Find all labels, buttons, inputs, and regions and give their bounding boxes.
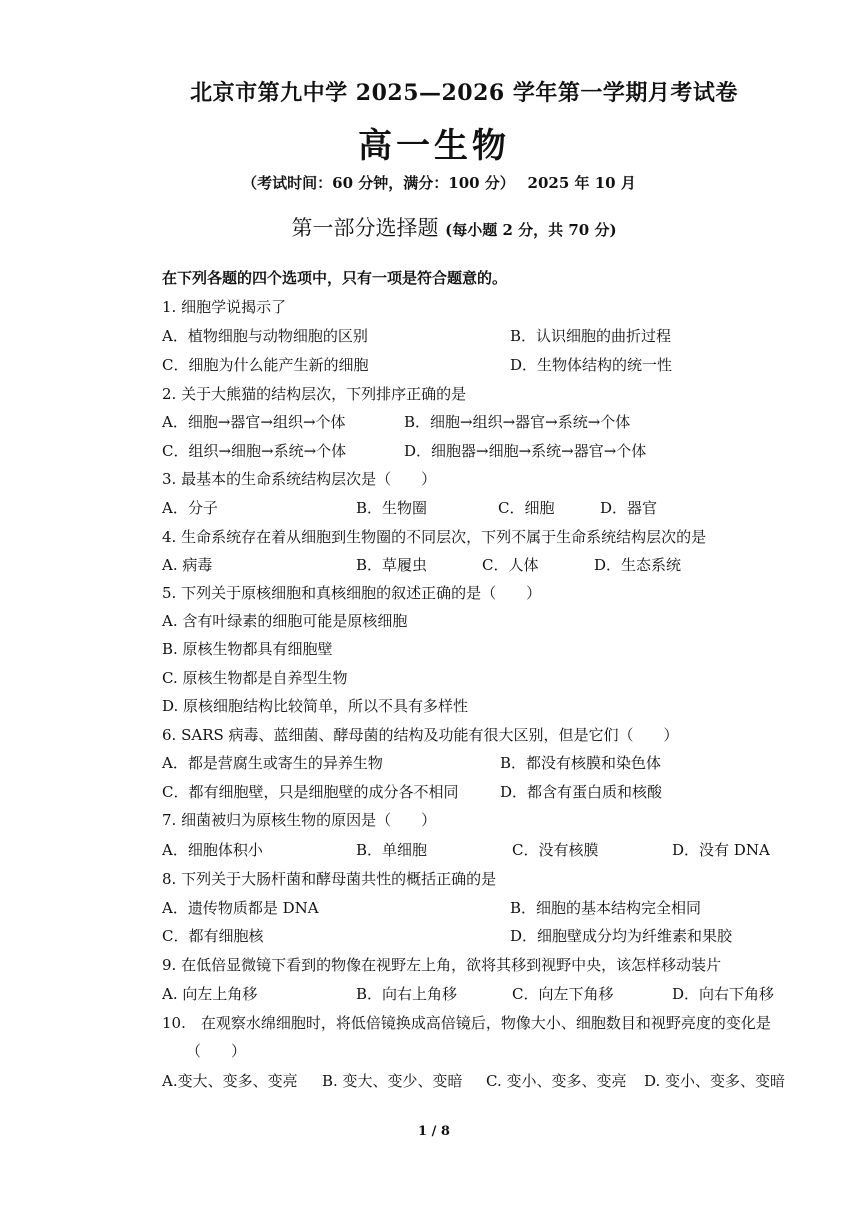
option-b: B．生物圈 xyxy=(356,499,428,517)
option-a: A．植物细胞与动物细胞的区别 xyxy=(162,327,368,345)
question-stem: 6. SARS 病毒、蓝细菌、酵母菌的结构及功能有很大区别，但是它们（ ） xyxy=(162,726,679,744)
option-a: A．遗传物质都是 DNA xyxy=(162,899,319,917)
question-stem: 3. 最基本的生命系统结构层次是（ ） xyxy=(162,470,437,488)
part-title: 第一部分选择题 xyxy=(291,216,439,240)
option-d: D. 变小、变多、变暗 xyxy=(644,1072,786,1090)
option-b: B．细胞的基本结构完全相同 xyxy=(510,899,702,917)
option-d: D．细胞器→细胞→系统→器官→个体 xyxy=(404,442,647,460)
option-d: D．没有 DNA xyxy=(672,841,770,859)
option-a: A. 病毒 xyxy=(162,556,213,574)
option-b: B．细胞→组织→器官→系统→个体 xyxy=(404,413,631,431)
question-stem: 8. 下列关于大肠杆菌和酵母菌共性的概括正确的是 xyxy=(162,870,497,888)
option-d: D. 原核细胞结构比较简单，所以不具有多样性 xyxy=(162,697,469,715)
option-a: A．细胞→器官→组织→个体 xyxy=(162,413,346,431)
question-stem: 5. 下列关于原核细胞和真核细胞的叙述正确的是（ ） xyxy=(162,584,542,602)
option-a: A．细胞体积小 xyxy=(162,841,263,859)
option-d: D．都含有蛋白质和核酸 xyxy=(500,783,663,801)
option-c: C．细胞 xyxy=(498,499,555,517)
option-d: D．器官 xyxy=(600,499,658,517)
option-d: D．生态系统 xyxy=(594,556,682,574)
option-a: A．都是营腐生或寄生的异养生物 xyxy=(162,754,383,772)
page-number: 1 / 8 xyxy=(418,1124,450,1139)
part-heading xyxy=(0,212,868,242)
option-a: A. 向左上角移 xyxy=(162,985,258,1003)
option-c: C．向左下角移 xyxy=(512,985,614,1003)
option-a: A. 含有叶绿素的细胞可能是原核细胞 xyxy=(162,612,408,630)
exam-info: （考试时间：60 分钟，满分：100 分） 2025 年 10 月 xyxy=(242,174,636,192)
part-note: (每小题 2 分，共 70 分) xyxy=(445,221,617,239)
question-stem: 1. 细胞学说揭示了 xyxy=(162,298,287,316)
option-b: B．单细胞 xyxy=(356,841,428,859)
option-b: B. 变大、变少、变暗 xyxy=(322,1072,463,1090)
option-c: C．细胞为什么能产生新的细胞 xyxy=(162,356,369,374)
question-stem-continued: （ ） xyxy=(186,1042,247,1060)
option-c: C．人体 xyxy=(482,556,539,574)
subject-title: 高一生物 xyxy=(358,126,510,166)
option-d: D．细胞壁成分均为纤维素和果胶 xyxy=(510,927,733,945)
option-a: A.变大、变多、变亮 xyxy=(162,1072,298,1090)
option-c: C. 变小、变多、变亮 xyxy=(486,1072,627,1090)
option-b: B．认识细胞的曲折过程 xyxy=(510,327,672,345)
instruction: 在下列各题的四个选项中，只有一项是符合题意的。 xyxy=(162,269,508,287)
question-stem: 10. 在观察水绵细胞时，将低倍镜换成高倍镜后，物像大小、细胞数目和视野亮度的变化是 xyxy=(162,1014,771,1032)
question-stem: 7. 细菌被归为原核生物的原因是（ ） xyxy=(162,811,437,829)
option-b: B．草履虫 xyxy=(356,556,428,574)
option-d: D．生物体结构的统一性 xyxy=(510,356,673,374)
question-stem: 2. 关于大熊猫的结构层次，下列排序正确的是 xyxy=(162,385,467,403)
option-c: C. 原核生物都是自养型生物 xyxy=(162,669,348,687)
option-c: C．都有细胞核 xyxy=(162,927,264,945)
option-b: B. 原核生物都具有细胞壁 xyxy=(162,640,333,658)
option-a: A．分子 xyxy=(162,499,218,517)
question-stem: 4. 生命系统存在着从细胞到生物圈的不同层次，下列不属于生命系统结构层次的是 xyxy=(162,528,707,546)
option-c: C．组织→细胞→系统→个体 xyxy=(162,442,347,460)
option-c: C．没有核膜 xyxy=(512,841,599,859)
option-b: B．向右上角移 xyxy=(356,985,458,1003)
option-c: C．都有细胞壁，只是细胞壁的成分各不相同 xyxy=(162,783,459,801)
option-b: B．都没有核膜和染色体 xyxy=(500,754,662,772)
option-d: D．向右下角移 xyxy=(672,985,775,1003)
question-stem: 9. 在低倍显微镜下看到的物像在视野左上角，欲将其移到视野中央，该怎样移动装片 xyxy=(162,956,722,974)
school-title: 北京市第九中学 2025—2026 学年第一学期月考试卷 xyxy=(190,80,738,106)
